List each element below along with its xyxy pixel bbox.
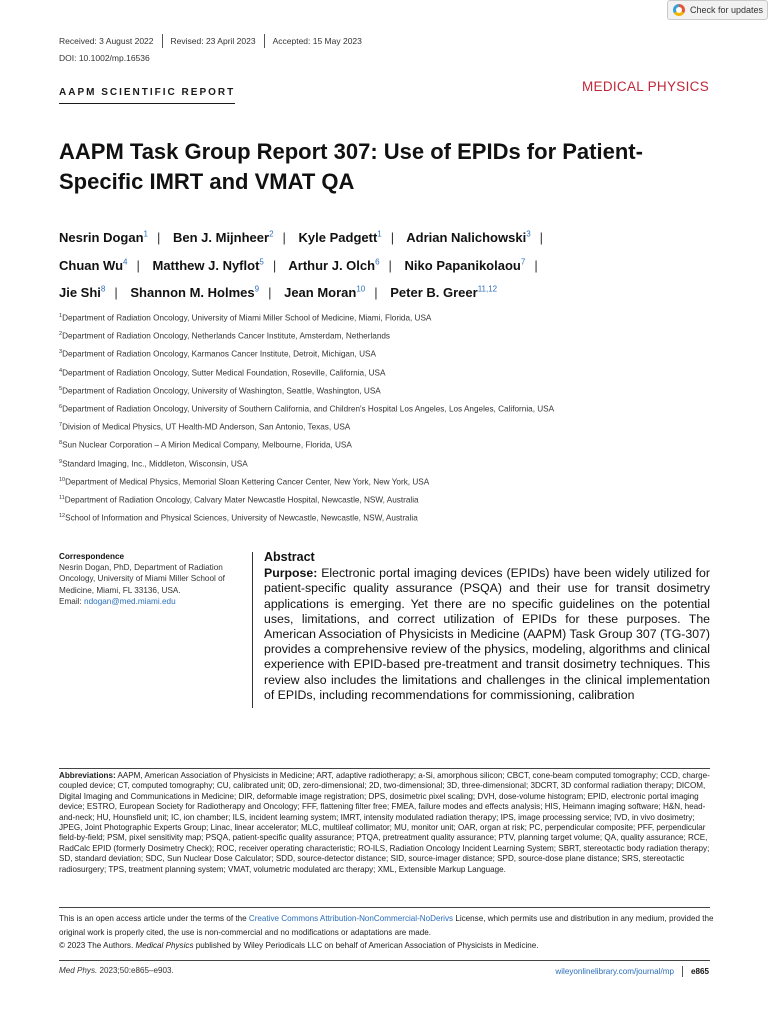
article-title: AAPM Task Group Report 307: Use of EPIDs for Patient-Specific IMRT and VMAT QA (59, 139, 643, 194)
affiliation-number: 11 (59, 494, 65, 501)
affiliation-text: Division of Medical Physics, UT Health-MD Anderson, San Antonio, Texas, USA (62, 422, 351, 432)
footer-right (555, 966, 709, 977)
author-separator: | (156, 230, 161, 246)
author-affiliation-ref[interactable]: 11,12 (477, 284, 498, 294)
affiliation (59, 474, 719, 492)
author-affiliation-ref[interactable]: 9 (254, 284, 260, 294)
affiliation-number: 1 (59, 313, 63, 319)
author (405, 258, 526, 273)
affiliation-text: School of Information and Physical Sciences, University of Newcastle, Newcastle, NSW, Australia (65, 513, 418, 523)
affiliation-number: 12 (59, 513, 66, 520)
cc-license-link[interactable]: Creative Commons Attribution-NonCommercial-NoDerivs (248, 914, 454, 923)
journal-name: MEDICAL PHYSICS (581, 79, 709, 94)
affiliation-number: 10 (59, 476, 66, 483)
abbreviations-text: AAPM, American Association of Physicists in Medicine; ART, adaptive radiotherapy; a-Si, amorphous silicon; CBCT, cone-beam computed tomography; CCD, charge-coupled device; CT, computed tomography; CU, calibrated unit; 0D, zero-dimensional; 2D, two-dimensional; 3D, three-dimensional; 3DCRT, 3D conformal radiation therapy; DICOM, Digital Imaging and Communications in Medicine; DIR, deformable image registration; DPS, dosimetric pixel scaling; DVH, dose-volume histogram; EPID, electronic portal imaging device; ESTRO, European Society for Radiotherapy and Oncology; FFF, flattening filter free; FMEA, failure modes and effects analysis; HIS, Heimann imaging software; H&N, head-and-neck; HU, Hounsfield unit; IC, ion chamber; ILS, incident learning system; IMRT, intensity modulated radiation therapy; IPS, image processing service; IVD, in vivo dosimetry; JPEG, Joint Photographic Experts Group; Linac, linear accelerator; MLC, multileaf collimator; MU, monitor unit; OAR, organ at risk; PC, perpendicular composite; PFF, perpendicular field-by-field; PSM, pixel sensitivity map; PSQA, patient-specific quality assurance; PTQA, pretreatment quality assurance; PTV, planning target volume; QA, quality assurance; RCE, RadCalc EPID (formerly Dosimetry Check); ROC, receiver operating characteristic; RO-ILS, Radiation Oncology Incident Learning System; SBRT, stereotactic body radiation therapy; SD, standard deviation; SDC, Sun Nuclear Dose Calculator; SDD, source-detector distance; SID, source-imager distance; SPD, source-dose plane distance; SRS, stereotactic radiosurgery; TPS, treatment planning system; VMAT, volumetric modulated arc therapy; XML, Extensible Markup Language. (59, 771, 710, 874)
license-text-post: License, which permits use and distribution in any medium, provided the original work is properly cited, the use is non-commercial and no modifications or adaptations are made. (59, 914, 714, 937)
author (299, 230, 382, 245)
affiliation (59, 456, 719, 474)
article-dates (59, 34, 370, 48)
author-list (59, 223, 719, 305)
author-name: Peter B. Greer (390, 284, 478, 300)
affiliation-text: Department of Radiation Oncology, University of Southern California, and Children's Hospital Los Angeles, Los Angeles, California, USA (62, 404, 555, 414)
abbreviations (59, 771, 710, 875)
affiliation-number: 9 (59, 458, 63, 465)
author (406, 230, 530, 245)
revised-date: Revised: 23 April 2023 (163, 34, 265, 48)
author-separator: | (282, 230, 286, 246)
affiliation-text: Department of Radiation Oncology, Calvary Mater Newcastle Hospital, Newcastle, NSW, Australia (64, 495, 419, 505)
affiliation (59, 328, 719, 346)
accepted-date: Accepted: 15 May 2023 (272, 36, 362, 46)
author-affiliation-ref[interactable]: 1 (377, 230, 382, 239)
author-name: Adrian Nalichowski (406, 230, 527, 246)
author-separator: | (534, 257, 538, 273)
affiliation-text: Department of Radiation Oncology, Karmanos Cancer Institute, Detroit, Michigan, USA (62, 350, 376, 360)
author-separator: | (390, 230, 395, 246)
author (59, 285, 105, 300)
correspondence-email-line (59, 596, 245, 607)
affiliation (59, 401, 719, 419)
affiliation-text: Department of Radiation Oncology, University of Miami Miller School of Medicine, Miami, Florida, USA (62, 313, 432, 323)
author-affiliation-ref[interactable]: 1 (143, 230, 148, 239)
author-separator: | (374, 284, 378, 300)
author-separator: | (388, 257, 392, 273)
author (390, 285, 497, 300)
author-separator: | (114, 284, 118, 300)
license-divider (59, 907, 710, 908)
affiliation (59, 383, 719, 401)
abstract-purpose-label: Purpose: (264, 566, 318, 581)
journal-url-link[interactable]: wileyonlinelibrary.com/journal/mp (555, 966, 683, 977)
affiliation (59, 492, 719, 510)
affiliation (59, 510, 719, 528)
affiliation (59, 310, 719, 328)
crossmark-icon (673, 4, 685, 16)
footer-citation (59, 966, 174, 975)
affiliation-number: 2 (59, 331, 63, 338)
author-affiliation-ref[interactable]: 5 (259, 257, 264, 267)
author-name: Kyle Padgett (298, 230, 378, 246)
author-name: Matthew J. Nyflot (152, 257, 260, 273)
abbreviations-label: Abbreviations: (59, 771, 116, 780)
received-date: Received: 3 August 2022 (59, 34, 163, 48)
correspondence-body: Nesrin Dogan, PhD, Department of Radiation Oncology, University of Miami Miller School of Medicine, Miami, FL 33136, USA. (59, 563, 225, 595)
affiliation-text: Department of Medical Physics, Memorial Sloan Kettering Cancer Center, New York, New York, USA (65, 477, 430, 487)
author (59, 258, 127, 273)
author-name: Arthur J. Olch (288, 257, 376, 273)
author-affiliation-ref[interactable]: 7 (520, 257, 526, 267)
license (59, 912, 719, 953)
license-text-pre: This is an open access article under the terms of the (59, 914, 247, 923)
page-number: e865 (690, 967, 709, 976)
author-name: Ben J. Mijnheer (172, 230, 270, 246)
affiliation-number: 8 (59, 440, 63, 447)
affiliation-text: Standard Imaging, Inc., Middleton, Wisconsin, USA (62, 459, 248, 469)
abstract-body (264, 566, 710, 703)
author-affiliation-ref[interactable]: 10 (356, 284, 366, 294)
abstract-purpose-text: Electronic portal imaging devices (EPIDs) have been widely utilized for patient-specific quality assurance (PSQA) and their use for transit dosimetry applications is emerging. Yet there are no specific guidelines on the potential uses, limitations, and correct utilization of EPIDs for these purposes. The American Association of Physicists in Medicine (AAPM) Task Group 307 (TG-307) provides a comprehensive review of the physics, modeling, algorithms and clinical experience with EPID-based pre-treatment and transit dosimetry techniques. This review also includes the limitations and challenges in the clinical implementation of EPIDs, including recommendations for commissioning, calibration (264, 566, 710, 702)
footer-divider (59, 960, 710, 961)
abstract-divider (252, 552, 253, 708)
copyright-pre: © 2023 The Authors. (59, 941, 134, 950)
footer-citation-text: 2023;50:e865–e903. (99, 966, 174, 975)
author-name: Jean Moran (284, 284, 357, 300)
author-name: Shannon M. Holmes (130, 284, 255, 300)
author-name: Jie Shi (59, 284, 101, 300)
affiliation-number: 6 (59, 403, 63, 410)
affiliation (59, 365, 719, 383)
doi: DOI: 10.1002/mp.16536 (59, 53, 150, 63)
affiliation-text: Department of Radiation Oncology, Sutter Medical Foundation, Roseville, California, USA (62, 368, 386, 378)
check-for-updates-label: Check for updates (690, 5, 764, 15)
affiliation (59, 346, 719, 364)
affiliation-list (59, 310, 719, 528)
author-name: Nesrin Dogan (59, 230, 144, 246)
copyright-journal: Medical Physics (135, 941, 194, 950)
author-name: Niko Papanikolaou (404, 257, 521, 273)
affiliation-text: Sun Nuclear Corporation – A Mirion Medical Company, Melbourne, Florida, USA (62, 441, 352, 451)
author (173, 230, 274, 245)
author (284, 285, 365, 300)
abstract (264, 550, 710, 703)
affiliation (59, 437, 719, 455)
affiliation-text: Department of Radiation Oncology, Netherlands Cancer Institute, Amsterdam, Netherlands (62, 331, 391, 341)
author-affiliation-ref[interactable]: 4 (123, 257, 128, 267)
author (130, 285, 259, 300)
affiliation-number: 7 (59, 422, 63, 429)
author-affiliation-ref[interactable]: 2 (269, 230, 274, 239)
affiliation-number: 3 (59, 349, 63, 356)
affiliation (59, 419, 719, 437)
correspondence (59, 551, 245, 607)
section-label: AAPM SCIENTIFIC REPORT (59, 87, 235, 104)
email-link[interactable]: ndogan@med.miami.edu (84, 596, 176, 606)
check-for-updates-button[interactable] (667, 0, 768, 20)
author-affiliation-ref[interactable]: 8 (100, 284, 106, 294)
footer-journal-abbrev: Med Phys. (59, 966, 98, 975)
affiliation-number: 4 (59, 367, 63, 374)
author (288, 258, 379, 273)
author-affiliation-ref[interactable]: 3 (526, 230, 531, 239)
author-affiliation-ref[interactable]: 6 (375, 257, 380, 267)
license-statement (59, 912, 719, 939)
author-separator: | (539, 230, 544, 246)
abstract-heading: Abstract (264, 550, 315, 564)
author-separator: | (136, 257, 140, 273)
author (153, 258, 264, 273)
author (59, 230, 148, 245)
copyright-post: published by Wiley Periodicals LLC on behalf of American Association of Physicists in Medicine. (195, 941, 539, 950)
author-separator: | (268, 284, 272, 300)
affiliation-text: Department of Radiation Oncology, University of Washington, Seattle, Washington, USA (62, 386, 381, 396)
email-label: Email: (59, 596, 82, 606)
author-name: Chuan Wu (59, 257, 124, 273)
affiliation-number: 5 (59, 385, 63, 392)
copyright-line (59, 939, 719, 953)
abbreviations-divider (59, 768, 710, 769)
author-separator: | (272, 257, 277, 273)
correspondence-heading: Correspondence (59, 552, 125, 561)
